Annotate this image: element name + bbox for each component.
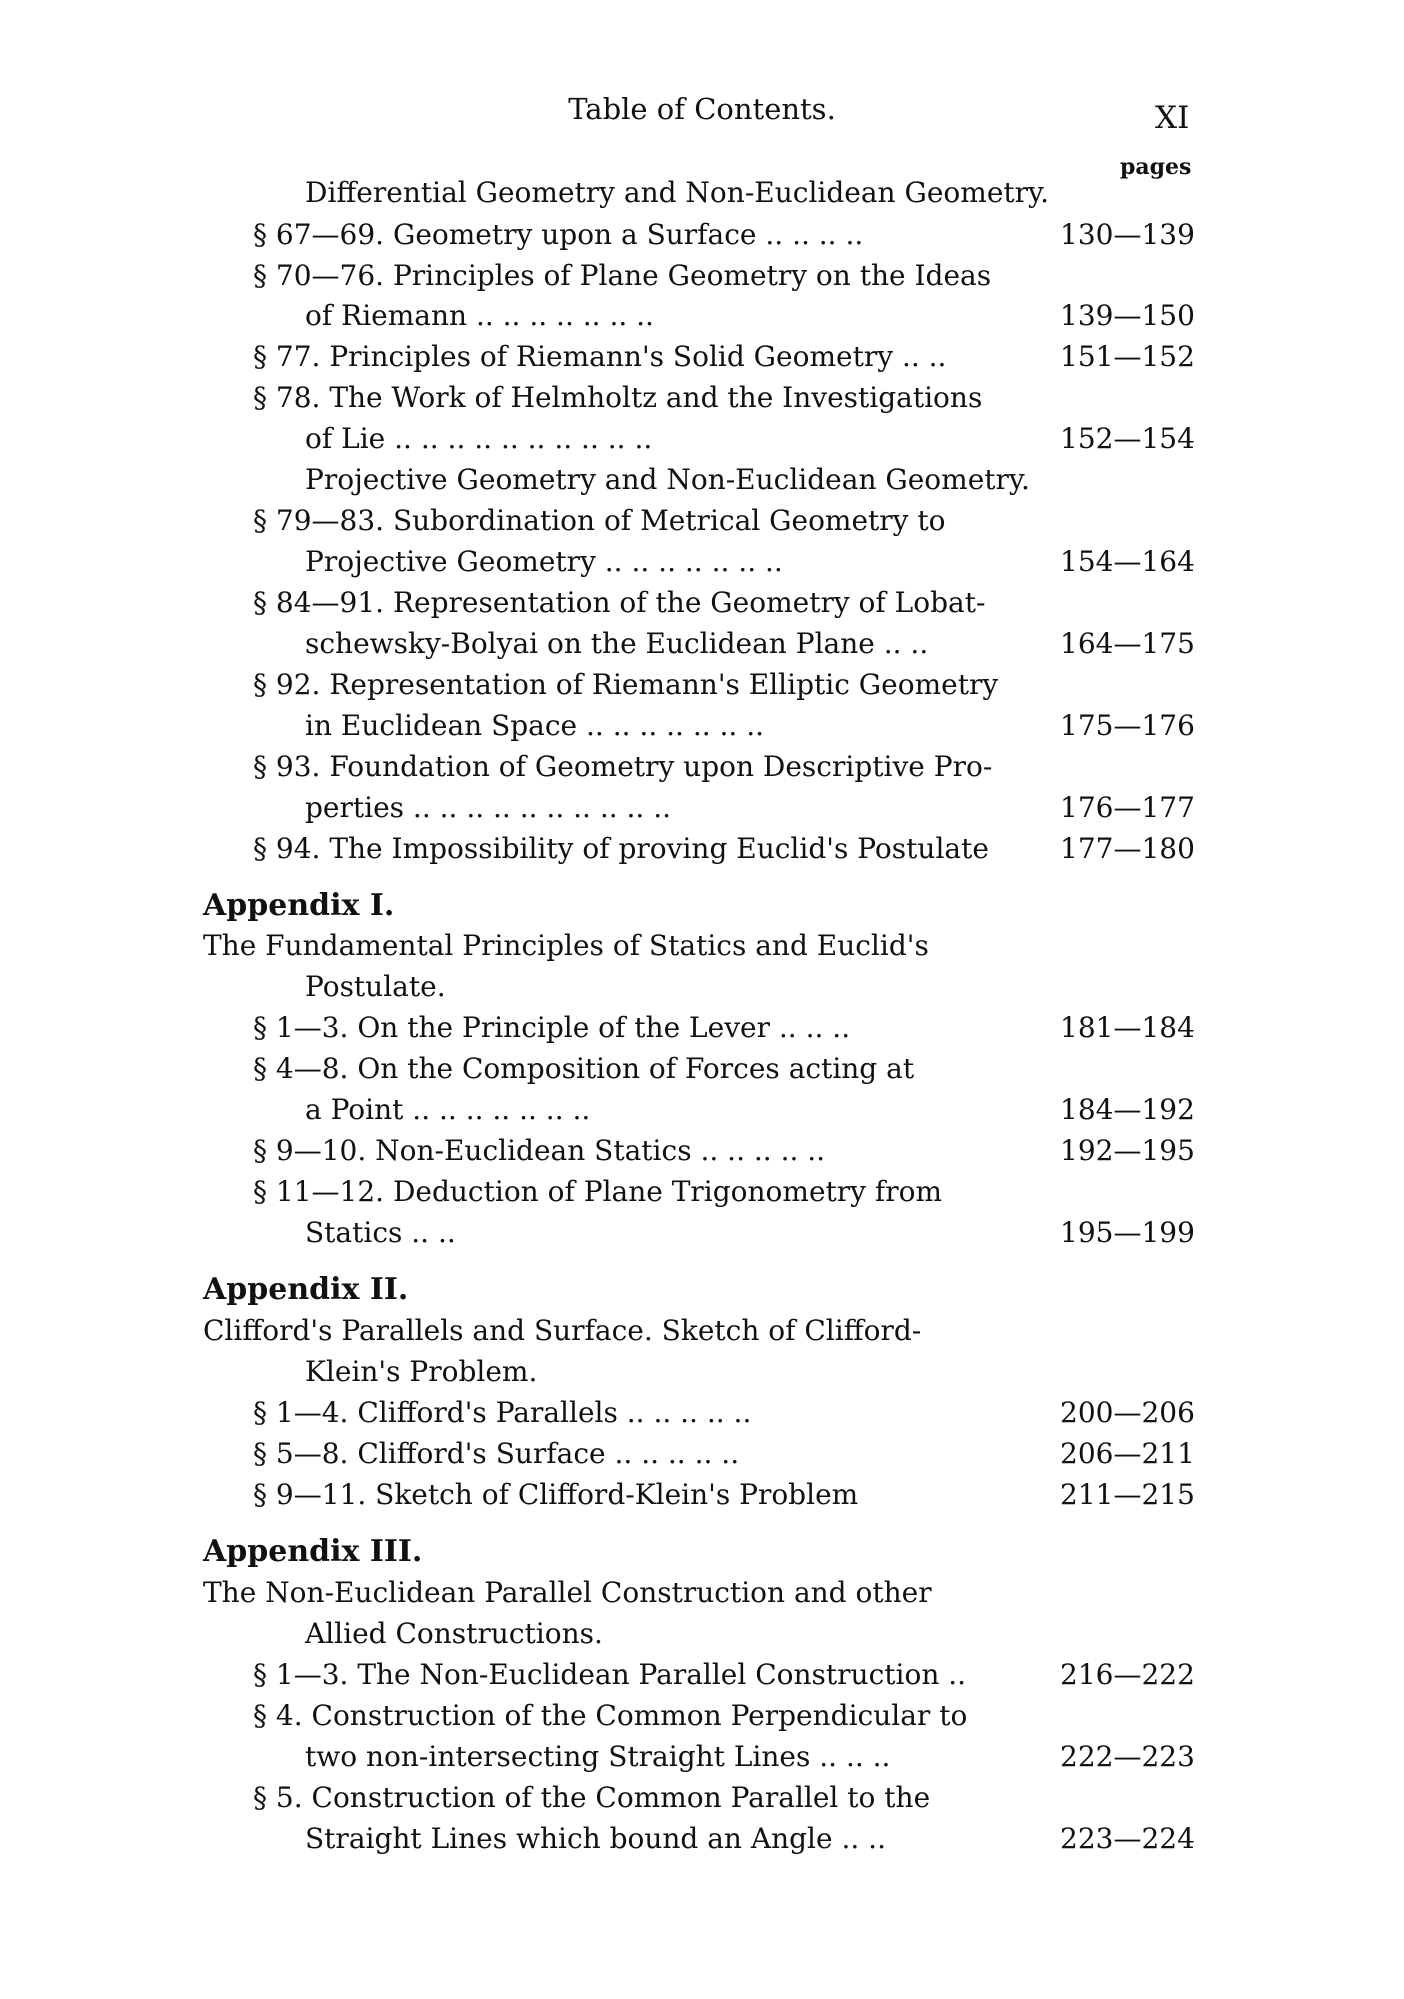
toc-line-text: Projective Geometry .. .. .. .. .. .. .. bbox=[305, 545, 783, 578]
toc-line-text: in Euclidean Space .. .. .. .. .. .. .. bbox=[305, 709, 765, 742]
toc-line-text: § 4. Construction of the Common Perpendicular to bbox=[253, 1699, 968, 1732]
toc-page-range: 200—206 bbox=[1060, 1396, 1195, 1429]
toc-line-text: § 94. The Impossibility of proving Euclid's Postulate bbox=[253, 832, 989, 865]
toc-page-range: 151—152 bbox=[1060, 340, 1195, 373]
toc-line-text: a Point .. .. .. .. .. .. .. bbox=[305, 1093, 591, 1126]
toc-line-text: Clifford's Parallels and Surface. Sketch of Clifford- bbox=[203, 1314, 922, 1347]
toc-line-text: of Riemann .. .. .. .. .. .. .. bbox=[305, 299, 654, 332]
toc-page-range: 206—211 bbox=[1060, 1437, 1195, 1470]
toc-line-text: Projective Geometry and Non-Euclidean Geometry. bbox=[305, 463, 1030, 496]
toc-line-text: § 1—4. Clifford's Parallels .. .. .. .. .. bbox=[253, 1396, 752, 1429]
toc-page-range: 154—164 bbox=[1060, 545, 1195, 578]
toc-line-text: § 5. Construction of the Common Parallel to the bbox=[253, 1781, 931, 1814]
toc-page-range: 177—180 bbox=[1060, 832, 1195, 865]
toc-page-range: 222—223 bbox=[1060, 1740, 1195, 1773]
toc-line-text: Postulate. bbox=[305, 970, 446, 1003]
toc-line-text: § 77. Principles of Riemann's Solid Geometry .. .. bbox=[253, 340, 947, 373]
toc-line-text: Allied Constructions. bbox=[305, 1617, 603, 1650]
toc-page-range: 211—215 bbox=[1060, 1478, 1195, 1511]
toc-page-range: 139—150 bbox=[1060, 299, 1195, 332]
page-number: XI bbox=[1155, 100, 1190, 136]
toc-line-text: Appendix II. bbox=[203, 1272, 409, 1307]
toc-line-text: § 11—12. Deduction of Plane Trigonometry from bbox=[253, 1175, 943, 1208]
toc-line-text: Straight Lines which bound an Angle .. .. bbox=[305, 1822, 886, 1855]
toc-line-text: The Non-Euclidean Parallel Construction and other bbox=[203, 1576, 932, 1609]
toc-page-range: 181—184 bbox=[1060, 1011, 1195, 1044]
toc-page-range: 216—222 bbox=[1060, 1658, 1195, 1691]
toc-line-text: § 92. Representation of Riemann's Elliptic Geometry bbox=[253, 668, 999, 701]
toc-page-range: 223—224 bbox=[1060, 1822, 1195, 1855]
pages-column-label: pages bbox=[1120, 154, 1192, 180]
toc-page-range: 164—175 bbox=[1060, 627, 1195, 660]
toc-page-range: 192—195 bbox=[1060, 1134, 1195, 1167]
toc-line-text: Appendix I. bbox=[203, 888, 395, 923]
toc-page-range: 175—176 bbox=[1060, 709, 1195, 742]
toc-line-text: The Fundamental Principles of Statics and Euclid's bbox=[203, 929, 929, 962]
toc-line-text: § 1—3. The Non-Euclidean Parallel Construction .. bbox=[253, 1658, 967, 1691]
toc-line-text: Appendix III. bbox=[203, 1534, 423, 1569]
toc-line-text: of Lie .. .. .. .. .. .. .. .. .. .. bbox=[305, 422, 653, 455]
toc-page-range: 130—139 bbox=[1060, 218, 1195, 251]
toc-line-text: schewsky-Bolyai on the Euclidean Plane .. .. bbox=[305, 627, 929, 660]
toc-line-text: § 70—76. Principles of Plane Geometry on the Ideas bbox=[253, 259, 992, 292]
toc-page-range: 152—154 bbox=[1060, 422, 1195, 455]
running-title: Table of Contents. bbox=[568, 92, 836, 126]
toc-line-text: Statics .. .. bbox=[305, 1216, 456, 1249]
toc-page-range: 195—199 bbox=[1060, 1216, 1195, 1249]
toc-line-text: § 4—8. On the Composition of Forces acting at bbox=[253, 1052, 915, 1085]
toc-line-text: § 9—10. Non-Euclidean Statics .. .. .. .. .. bbox=[253, 1134, 826, 1167]
toc-line-text: perties .. .. .. .. .. .. .. .. .. .. bbox=[305, 791, 672, 824]
toc-line-text: § 5—8. Clifford's Surface .. .. .. .. .. bbox=[253, 1437, 740, 1470]
toc-line-text: Klein's Problem. bbox=[305, 1355, 538, 1388]
toc-line-text: § 1—3. On the Principle of the Lever .. .. .. bbox=[253, 1011, 851, 1044]
toc-line-text: § 84—91. Representation of the Geometry of Lobat- bbox=[253, 586, 986, 619]
toc-line-text: § 67—69. Geometry upon a Surface .. .. .. .. bbox=[253, 218, 864, 251]
toc-line-text: § 9—11. Sketch of Clifford-Klein's Problem bbox=[253, 1478, 859, 1511]
toc-page-range: 184—192 bbox=[1060, 1093, 1195, 1126]
toc-line-text: § 78. The Work of Helmholtz and the Investigations bbox=[253, 381, 983, 414]
toc-page-range: 176—177 bbox=[1060, 791, 1195, 824]
toc-line-text: two non-intersecting Straight Lines .. .. .. bbox=[305, 1740, 891, 1773]
toc-line-text: § 79—83. Subordination of Metrical Geometry to bbox=[253, 504, 946, 537]
toc-line-text: Differential Geometry and Non-Euclidean Geometry. bbox=[305, 176, 1050, 209]
toc-line-text: § 93. Foundation of Geometry upon Descriptive Pro- bbox=[253, 750, 993, 783]
